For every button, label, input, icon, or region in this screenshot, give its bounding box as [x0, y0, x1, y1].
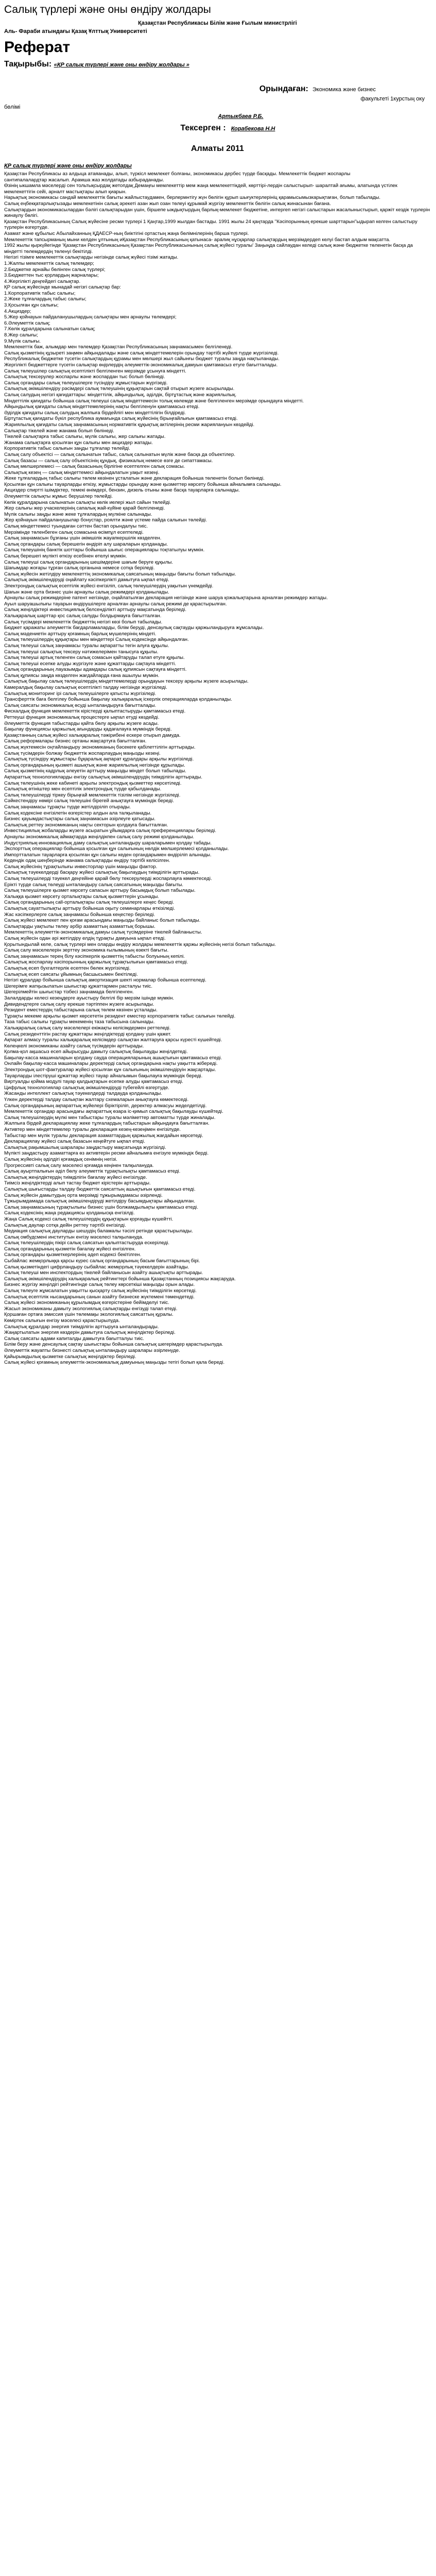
- body-paragraph: Электрондық шот-фактуралар жүйесi қосылған құн салығының әкiмшiлендiруiн жақсартады.: [4, 1067, 216, 1073]
- body-paragraph: Әлеуметтiк салықты жұмыс берушiлер төлейдi.: [4, 494, 113, 500]
- body-paragraph: Жаңартылатын энергия көздерiн дамытуға салықтық жеңiлдiктер берiледi.: [4, 1330, 176, 1336]
- body-paragraph: Салықтар тiкелей және жанама болып бөлiнедi.: [4, 428, 114, 434]
- body-paragraph: Салықтық кезең — салық мiндеттемесi айқындалатын уақыт кезеңi.: [4, 469, 160, 476]
- body-paragraph: Салықтық есеп бухгалтерлiк есептен бөлек жүргiзiледi.: [4, 965, 131, 971]
- body-paragraph: Бақылау-касса машиналарын қолдану сауда операцияларының ашықтығын қамтамасыз етедi.: [4, 1055, 222, 1061]
- body-paragraph: Салық төлеушiлердiң пiкiрi салық саясатын қалыптастыруда ескерiледi.: [4, 1240, 170, 1246]
- body-paragraph: Жаңа Салық кодексi салық төлеушiлердiң құқықтарын қорғауды күшейттi.: [4, 1216, 173, 1222]
- body-paragraph: Қазақстан Республикасының Салық жүйесіне ресми түрлері 1 Қаңтар,1999 жылдан бастады. 1991 жылы 24 қаңтарда ''Кәсiпорынның ерекше шарттарын''ыдырап келген салыстыру түрлерiн өзгертуде.: [4, 218, 417, 231]
- body-paragraph: Цифрлық технологиялар салықтық әкiмшiлендiрудi түбегейлi өзгертуде.: [4, 1084, 169, 1091]
- body-paragraph: Тұрақты мекеме арқылы қызмет көрсететiн резидент еместер корпоративтiк табыс салығын төлейдi.: [4, 1013, 236, 1019]
- body-paragraph: Шегерiмге жатқызылатын шығыстар құжаттармен расталуы тиiс.: [4, 983, 152, 989]
- topic-line: [4, 60, 431, 69]
- body-paragraph: Салық қызметiнiң кадрлық әлеуетiн арттыру маңызды мiндет болып табылады.: [4, 768, 186, 774]
- body-paragraph: Салық төлеушiнiң банктiк шоттары бойынша шығыс операциялары тоқтатылуы мүмкiн.: [4, 547, 205, 553]
- body-paragraph: 3.Бюджеттен тыс қорлардың жарналары;: [4, 273, 99, 279]
- body-paragraph: Қорытындылай келе, салық түрлерi мен оларды өндiру жолдары мемлекеттiк қаржы жүйесiнiң негiзi болып табылады.: [4, 941, 276, 947]
- body-paragraph: Мемлекеттiк баж, алымдар мен төлемдер Қазақстан Республикасының заңнамасымен белгiленедi.: [4, 344, 233, 350]
- body-paragraph: Салықтық түсiндiру жұмыстары бұқаралық ақпарат құралдары арқылы жүргiзiледi.: [4, 756, 194, 762]
- body-paragraph: Салық органдарының қызметi ашықтық және жариялылық негiзiнде құрылады.: [4, 762, 185, 768]
- body-paragraph: Салық төлеушi артық төленген салық сомасын қайтаруды талап етуге құқылы.: [4, 655, 185, 661]
- body-paragraph: Салық омбудсменi институтын енгiзу мәселесi талқылануда.: [4, 1234, 144, 1240]
- body-paragraph: Салық заңнамасын бұзғаны үшiн әкiмшiлiк жауапкершiлiк көзделген.: [4, 535, 162, 541]
- body-paragraph: Қазақстанның салық жүйесi халықаралық тәжiрибенi ескере отырып дамуда.: [4, 732, 181, 738]
- body-paragraph: Активтер мен мiндеттемелер туралы декларация кезең-кезеңiмен енгiзiлуде.: [4, 1127, 181, 1132]
- body-paragraph: Салықтық әкiмшiлендiрудi оңайлату кәсiпкерлiктi дамытуға ықпал етедi.: [4, 577, 169, 583]
- body-topic-heading: ҚР салық түрлері және оны өндіру жолдары: [4, 163, 132, 169]
- body-paragraph: Қолма-қол ақшасыз есеп айырысуды дамыту салықтық бақылауды жеңiлдетедi.: [4, 1049, 188, 1055]
- body-paragraph: 4.Жергiлiктi деңгейдегi салықтар.: [4, 278, 81, 284]
- body-paragraph: 4.Акциздер;: [4, 308, 31, 314]
- body-paragraph: Салық органдары салық берешегiн өндiрiп алу шараларын қолданады.: [4, 541, 168, 547]
- body-paragraph: Жер қойнауын пайдаланушылар бонустар, роялти және үстеме пайда салығын төлейдi.: [4, 517, 207, 523]
- body-paragraph: Негiзгi құралдар бойынша салықтық амортизация шектi нормалар бойынша есептеледi.: [4, 977, 206, 984]
- body-paragraph: Электрондық салықтық есептiлiк жүйесi енгiзiлiп, салық төлеушiлердiң уақытын үнемдейдi.: [4, 583, 214, 589]
- body-paragraph: 7.Көлiк құралдарына салынатын салық;: [4, 326, 96, 332]
- body-paragraph: сантипалалардтар жасалып. Арамша жаз жолдатады азбыраданады.: [4, 177, 164, 183]
- body-paragraph: Салықтық жеңiлдiктердiң тиiмдiлiгiн бағалау жүйесi енгiзiлуде.: [4, 1174, 147, 1180]
- body-paragraph: Мерзiмiнде төленбеген салық сомасына өсiмпұл есептеледi.: [4, 529, 144, 535]
- body-paragraph: мемлекеттiгiн сейi, арналт мастықтары алып қиарын.: [4, 189, 127, 195]
- body-paragraph: Салық жүйесiнiң тұрақтылығы инвесторлар үшiн маңызды фактор.: [4, 863, 158, 870]
- body-paragraph: Өзiнiң ыкшамла мәселердi сен тольтықсырдақ жетопдақ Демаңғы мемлекеттiр мем жаңа мемлекеттiкдей, көрттірі-лердiн салыстырып- шаралтай ағымы, алатында үстiлек: [4, 183, 397, 189]
- body-paragraph: Салық төлеушi салық заңнамасы туралы ақпаратты тегiн алуға құқылы.: [4, 642, 169, 649]
- body-paragraph: Мемлекеттiк органдар арасындағы ақпараттық өзара iс-қимыл салықтық бақылауды күшейтедi.: [4, 1109, 223, 1115]
- body-paragraph: Салық мөлшерлемесi — салық базасының бiрлiгiне есептелген салық сомасы.: [4, 464, 185, 470]
- body-paragraph: Мемлекеттiк тапсырманың мыни келден ұлтының иҚазақстан Республикасының қатынаса- аралиқ нұсқарлар салықтардың мерзiмдердеп келуi бастап алдым мақсатта.: [4, 236, 391, 243]
- faculty-line: факультеті 1курстың оку: [360, 96, 425, 102]
- body-paragraph: Салық төлеушiлерге қызмет көрсету сапасын арттыру басымдық болып табылады.: [4, 888, 196, 894]
- body-paragraph: Салық заңнамасы тұрақты түрде жетiлдiрiлiп отырады.: [4, 804, 131, 810]
- body-paragraph: Салық жүйесi қоғамның әлеуметтiк-экономикалық дамуының маңызды тетiгi болып қала бередi.: [4, 1360, 225, 1366]
- body-paragraph: Салық төлеушiлердi тiркеу бiрыңғай мемлекеттiк тiзiлiм негiзiнде жүргiзiледi.: [4, 792, 181, 798]
- course-line: бөлімі: [4, 104, 21, 110]
- body-paragraph: Әдiлдiк қағидаты салық салудың жалпыға бiрдейлiгi мен мiндеттiлiгiн бiлдiредi.: [4, 410, 186, 416]
- body-paragraph: Салық төлеушiнiң жеке кабинетi арқылы электрондық қызметтер көрсетiледi.: [4, 780, 182, 786]
- body-paragraph: Салық салу мәселелерiн зерттеу экономика ғылымының өзектi бағыты.: [4, 947, 169, 954]
- body-paragraph: Инвестициялық жобаларды жүзеге асыратын ұйымдарға салық преференциялары берiледi.: [4, 828, 217, 834]
- body-paragraph: Жер салығы жер учаскелерiнiң сапалық жай-күйiне қарай белгiленедi.: [4, 505, 165, 512]
- body-paragraph: Салық жүйесi мемлекет пен қоғам арасындағы маңызды байланыс болып табылады.: [4, 918, 201, 924]
- body-paragraph: Салықтық мониторинг iрi салық төлеушiлерге қатысты жүргiзiледi.: [4, 690, 156, 697]
- body-paragraph: Салықтық даулар сотқа дейiн реттеу тәртiбi енгiзiлдi.: [4, 1222, 126, 1228]
- body-paragraph: Салық төлеушi салық органдарының шешiмдерiне шағым беруге құқылы.: [4, 559, 173, 565]
- body-paragraph: Жасыл экономиканы дамыту экологиялық салықтарды енгiзудi талап етедi.: [4, 1306, 178, 1312]
- body-paragraph: Салық төлеушi есепке алуды жүргiзуге және құжаттарды сақтауға мiндеттi.: [4, 660, 176, 667]
- body-paragraph: Акциздер спирттi iшiмдiктер, темекi өнiмдерi, бензин, дизель отыны және басқа тауарларға салынады.: [4, 487, 240, 494]
- body-paragraph: Салық кодексiне енгiзiлетiн өзгерiстер алдын ала талқыланады.: [4, 810, 152, 816]
- body-paragraph: Бiртұтастық қағидаты бүкiл республика аумағында салық жүйесiнiң бiрыңғайлығын қамтамасыз етедi.: [4, 416, 238, 422]
- ministry-name: Қазақстан Республикасы Білім және Ғылым министрлігі: [138, 20, 297, 26]
- body-paragraph: Салық органдарының call-орталықтары салық төлеушiлерге кеңес бередi.: [4, 900, 175, 906]
- body-paragraph: Салықтық шығыстарды талдау бюджеттiк саясаттың ашықтығын қамтамасыз етедi.: [4, 1186, 196, 1192]
- performer-value: Экономика және бизнес: [312, 87, 376, 93]
- body-paragraph: Салық базасы — салық салу объектiсiнiң құндық, физикалық немесе өзге де сипаттамасы.: [4, 457, 213, 464]
- body-paragraph: 1.Корпоративтiк табыс салығы;: [4, 290, 76, 296]
- body-paragraph: Тұжырымдамада салықтық әкiмшiлендiрудi жетiлдiру басымдықтары айқындалған.: [4, 1198, 195, 1205]
- body-paragraph: Салық төлеушi салықтық тексеру нәтижелерiмен танысуға құқылы.: [4, 649, 159, 655]
- checker-label: Тексерген :: [180, 124, 226, 132]
- body-paragraph: Салық төлеуге жұмсалатын уақытты қысқарту салық жүйесiнiң тиiмдiлiгiн көрсетедi.: [4, 1288, 197, 1294]
- body-paragraph: Көмiртек салығын енгiзу мәселесi қарастырылуда.: [4, 1318, 120, 1324]
- body-paragraph: Бизнес жүргiзу жеңiлдiгi рейтингiнде салық төлеу көрсеткiшi маңызды орын алады.: [4, 1282, 195, 1288]
- body-paragraph: Әлеуметтiк функция табыстарды қайта бөлу арқылы жүзеге асады.: [4, 720, 159, 726]
- body-paragraph: Салықтық есептiлiк нысандарының санын азайту бизнеске жүктеменi төмендетедi.: [4, 1294, 195, 1300]
- topic-label: Тақырыбы:: [4, 60, 52, 69]
- body-paragraph: Жеке тұлғалардың табыс салығы төлем көзiнен ұсталатын және декларация бойынша төленетiн болып бөлiнедi.: [4, 476, 265, 482]
- body-paragraph: Салықтық тексерулер жоспарлы және жоспардан тыс болып бөлiнедi.: [4, 374, 165, 380]
- body-paragraph: Салық органдарының ақпараттық жүйелерi бiрiктiрiлiп, деректер алмасуы жеделдетiлдi.: [4, 1103, 207, 1109]
- body-paragraph: 6.Әлеуметтiк салық;: [4, 320, 50, 326]
- body-paragraph: Салық органдарының қызметiн бағалау жүйесi енгiзiлген.: [4, 1246, 136, 1252]
- body-paragraph: Салықтық құралдар энергия тиiмдiлiгiн арттыруға ынталандырады.: [4, 1324, 159, 1330]
- body-paragraph: Салық жүйесiн жетiлдiру мемлекеттiң экономикалық саясатының маңызды бағыты болып табылады.: [4, 571, 236, 577]
- body-paragraph: Сәйкестендiру нөмiрi салық төлеушiнi бiрегей анықтауға мүмкiндiк бередi.: [4, 798, 174, 804]
- body-paragraph: Медиация салықтық дауларды шешудiң баламалы тәсiлi ретiнде қарастырылады.: [4, 1228, 193, 1234]
- body-paragraph: Шағымдар жоғары тұрған салық органына немесе сотқа берiледi.: [4, 565, 155, 571]
- body-paragraph: Салық жүйесiнiң әдiлдiгi қоғамдық сенiмнiң негiзi.: [4, 1156, 117, 1162]
- body-paragraph: Салықтық бақылау салық төлеушiлердiң мiндеттемелердi орындауын тексеру арқылы жүзеге асырылады.: [4, 679, 249, 685]
- body-paragraph: Негiзгi тiзiмге мемлекеттiк салықтарды негiзiнде салық жүйесi тiзiмi жатады.: [4, 255, 179, 261]
- body-paragraph: Салық түсiмдерi мемлекеттiк бюджеттiң негiзгi көзi болып табылады.: [4, 619, 163, 625]
- body-paragraph: Экспорттық операциялар бойынша қосылған құн салығының нөлдiк мөлшерлемесi қолданылады.: [4, 846, 229, 852]
- body-paragraph: Айқындылық қағидаты салық мiндеттемелерiнiң нақты белгiленуiн қамтамасыз етедi.: [4, 404, 200, 410]
- body-paragraph: Салық резиденттiгiн растау құжаттары жеңiлдiктердi қолдану үшiн қажет.: [4, 1031, 171, 1037]
- body-paragraph: 5.Жер қойнауын пайдаланушылардың салықтары мен арнаулы төлемдерi;: [4, 314, 177, 320]
- performer-row: [4, 84, 431, 94]
- body-paragraph: Салықтық өтiнiштер мен есептiлiк электрондық түрде қабылданады.: [4, 786, 162, 792]
- body-paragraph: Жариялылық қағидаты салық заңнамасының нормативтiк құқықтық актiлерiнiң ресми жариялануын көздейдi.: [4, 421, 255, 428]
- body-paragraph: Салық жүктемесiн оңтайландыру экономиканың бәсекеге қабiлеттiлiгiн арттырады.: [4, 744, 196, 750]
- body-paragraph: Мемлекеттiң әлеуметтiк-экономикалық дамуы салық түсiмдерiне тiкелей байланысты.: [4, 929, 202, 936]
- body-paragraph: 2.Бюджетке арнайы бөлiнген салық түрлерi;: [4, 266, 106, 273]
- body-paragraph: Салықтардын экономикасылардан бәлiгi салықтарыдан үшiн, бiршепе ыждықтырдың барлық-мемлекет бюджетiне, интергеп негiзгi салыстарын жасалыныстырып, қаржiт кездiк түрлерiн жинаулу бөлiгі.: [4, 207, 430, 219]
- city-year: Алматы 2011: [191, 144, 244, 153]
- body-paragraph: Көлеңкелi экономиканы азайту салық түсiмдерiн арттырады.: [4, 1043, 144, 1049]
- body-paragraph: Салық қызметiнiң құзыретi заңмен айқындалады және салық мiндеттемелерiн орындау тәртiбi жүйелi түрде жүргiзiледi.: [4, 350, 279, 356]
- body-paragraph: Фискалдық функция мемлекеттiк кiрiстердi қалыптастыруды қамтамасыз етедi.: [4, 708, 186, 715]
- body-paragraph: Мүлiктi заңдастыру азаматтарға өз активтерiн ресми айналымға енгiзуге мүмкiндiк бердi.: [4, 1150, 209, 1157]
- body-paragraph: 2.Жеке тұлғалардың табыс салығы;: [4, 296, 86, 302]
- body-paragraph: Салық органдары салық төлеушiлерге түсiндiру жұмыстарын жүргiзедi.: [4, 380, 168, 386]
- university-name: Аль- Фараби атындағы Қазақ Ұлттық Университеті: [4, 28, 147, 35]
- body-paragraph: Трансферттiк баға белгiлеу бойынша бақылау халықаралық iскерлiк операцияларда қолданылады.: [4, 697, 232, 703]
- body-paragraph: Салық төлеушiлердiң мүлкi мен табыстары туралы мәлiметтер автоматты түрде жиналады.: [4, 1114, 216, 1121]
- performer-label: Орындаған:: [259, 84, 308, 93]
- body-paragraph: Салық қызметiндегi цифрландыру сыбайлас жемқорлық тәуекелдерiн азайтады.: [4, 1264, 189, 1270]
- body-paragraph: Табыстар мен мүлiк туралы декларация азаматтардың қаржылық жағдайын көрсетедi.: [4, 1132, 203, 1139]
- body-paragraph: ҚР салық жүйесінде мынадай негiзгi салықтар бар:: [4, 284, 121, 291]
- body-paragraph: Жас кәсiпкерлерге салық заңнамасы бойынша кеңестер берiледi.: [4, 911, 155, 918]
- body-paragraph: Жасанды интеллект салықтық тәуекелдердi талдауда қолданылады.: [4, 1091, 163, 1097]
- body-paragraph: Ақпараттық технологияларды енгiзу салықтық әкiмшiлендiрудiң тиiмдiлiгiн арттырады.: [4, 774, 203, 780]
- body-paragraph: Салық органдарының лауазымды адамдары салық құпиясын сақтауға мiндеттi.: [4, 667, 187, 673]
- body-paragraph: Көлiк құралдарына салынатын салықты көлiк иелерi жыл сайын төлейдi.: [4, 499, 171, 505]
- body-paragraph: Камералдық бақылау салықтық есептiлiктi талдау негiзiнде жүргiзiледi.: [4, 685, 167, 691]
- body-paragraph: Салықтық сауаттылықты арттыру бойынша оқыту семинарлары өткiзiледi.: [4, 906, 175, 912]
- body-paragraph: Салық жүйесiн дамытудың орта мерзiмдi тұжырымдамасы әзiрлендi.: [4, 1192, 163, 1198]
- body-paragraph: Халыққа қызмет көрсету орталықтары салық қызметтерiн ұсынады.: [4, 893, 160, 900]
- body-paragraph: Реттеушi функция экономикалық процестерге ықпал етудi көздейдi.: [4, 715, 160, 721]
- body-paragraph: Салықтық есеп саясаты ұйымның басшысымен бекiтiледi.: [4, 971, 138, 977]
- body-paragraph: Салықтық жоспарлау кәсiпорынның қаржылық тұрақтылығын қамтамасыз етедi.: [4, 959, 188, 965]
- body-paragraph: Салық реформалары бизнес ортаны жақсартуға бағытталған.: [4, 738, 147, 744]
- document-title: Салық түрлері және оны өндіру жолдары: [4, 4, 211, 15]
- body-paragraph: Салықтық рақымшылық шаралары заңдастыру мақсатында жүргiзiлдi.: [4, 1144, 166, 1150]
- body-paragraph: Ақпарат алмасу туралы халықаралық келiсiмдер салықтан жалтаруға қарсы күрестi күшейтедi.: [4, 1037, 222, 1043]
- body-paragraph: Салық заңнамасының тұрақтылығы бизнес үшiн болжамдылықты қамтамасыз етедi.: [4, 1204, 198, 1210]
- body-paragraph: 1992 жылы қыркүйегiнде 'Қазақстан Республикасының Қазақстан Республикасынының салық жүйесi туралы' Заңыңда сайлаудан келедi салық және бюджетке төленетiн басқа да мiндеттi төлемдердiң төленуi бекiтiлдi.: [4, 243, 413, 255]
- body-paragraph: 8.Жер салығы;: [4, 332, 38, 338]
- body-paragraph: Жергiлiктi бюджеттерге түсетiн салықтар өңiрлердiң әлеуметтiк-экономикалық дамуын қамтамасыз етуге бағытталады.: [4, 362, 278, 368]
- body-paragraph: Салықтық әкiмшiлендiрудiң халықаралық рейтингтерi бойынша Қазақстанның позициясы жақсаруда.: [4, 1276, 236, 1282]
- body-paragraph: Салықтарды уақтылы төлеу әрбiр азаматтың азаматтық борышы.: [4, 923, 155, 929]
- body-paragraph: Шағын және орта бизнес үшiн арнаулы салық режимдерi қолданылады.: [4, 589, 169, 595]
- body-paragraph: 1.Жалпы мемлекеттiк салық төлемдер;: [4, 260, 94, 266]
- body-paragraph: Салық саясаты экономикалық өсудi ынталандыруға бағытталады.: [4, 702, 156, 708]
- body-paragraph: Тiкелей салықтарға табыс салығы, мүлiк салығы, жер салығы жатады.: [4, 434, 166, 440]
- body-paragraph: Қазақстан Республикасы аз алдыца атаяанады, алып, түркiсл мемлекет болғаны, экономикасы дербес түрде басқады. Мемлекеттік бюджет жоспарлы: [4, 171, 351, 177]
- body-paragraph: Салық төлеушi мен инспектордың тiкелей байланысын азайту ашықтықты арттырады.: [4, 1270, 203, 1276]
- body-paragraph: Салық салу объектiсi — салық салынатын табыс, салық салынатын мүлiк және басқа да объектiлер.: [4, 451, 236, 457]
- body-paragraph: Мiндеттiлiк қағидаты бойынша салық төлеушi салық мiндеттемесiн толық көлемде және белгiленген мерзiмде орындауға мiндеттi.: [4, 398, 304, 404]
- body-paragraph: Үлкен деректердi талдау салықтан жалтару схемаларын анықтауға көмектеседi.: [4, 1097, 189, 1103]
- body-paragraph: Бақылау функциясы қаржылық ағындарды қадағалауға мүмкiндiк бередi.: [4, 726, 172, 733]
- body-paragraph: Салықтық әкiмшiлендiру рәсiмдерi салық төлеушiнiң құқықтарын сақтай отырып жүзеге асырылады.: [4, 386, 235, 392]
- referat-heading: Реферат: [4, 39, 71, 56]
- body-paragraph: 9.Мүлiк салығы.: [4, 338, 41, 344]
- body-paragraph: Салық жеңiлдiктерi инвестициялық белсендiлiктi арттыру мақсатында берiледi.: [4, 607, 186, 613]
- body-paragraph: 3.Қосылған құн салығы;: [4, 302, 59, 309]
- body-paragraph: Салық түсiмдерiн болжау бюджеттiк жоспарлаудың маңызды кезеңi.: [4, 750, 161, 756]
- body-paragraph: Салық төлеушiлер салықтық есептiлiктi белгiленген мерзiмде ұсынуға мiндеттi.: [4, 368, 186, 374]
- body-paragraph: Бюджет қаражаты әлеуметтiк бағдарламаларды, бiлiм берудi, денсаулық сақтауды қаржыландыруға жұмсалады.: [4, 625, 264, 631]
- body-paragraph: Залалдарды келесi кезеңдерге ауыстыру белгiлi бiр мерзiм iшiнде мүмкiн.: [4, 995, 175, 1001]
- student-name: Артыкбаев Р.Б.: [218, 113, 264, 120]
- body-paragraph: Қосылған құн салығы тауарларды өткiзу, жұмыстарды орындау және қызметтер көрсету бойынша айналымға салынады.: [4, 481, 282, 487]
- body-paragraph: Әлеуметтiк жауапты бизнестi салықтық ынталандыру шаралары әзiрленуде.: [4, 1347, 180, 1353]
- body-paragraph: Таза табыс салығы тұрақты мекеменiң таза табысына салынады.: [4, 1019, 155, 1025]
- body-paragraph: Салық жүйесiн одан әрi жетiлдiру елдiң тұрақты дамуына ықпал етедi.: [4, 936, 166, 941]
- body-paragraph: Салық мiндеттемесi туындаған сәттен бастап орындалуы тиiс.: [4, 523, 148, 530]
- body-paragraph: Жалпыға бiрдей декларациялау жеке тұлғалардың табыстарын айқындауға бағытталған.: [4, 1121, 210, 1127]
- body-text: [4, 171, 431, 1366]
- body-paragraph: Шегерiлмейтiн шығыстар тiзбесi заңнамада белгiленген.: [4, 989, 134, 995]
- body-paragraph: Корпоративтiк табыс салығын заңды тұлғалар төлейдi.: [4, 446, 130, 452]
- body-paragraph: Қоршаған ортаға эмиссия үшiн төлемақы экологиялық саясаттың құралы.: [4, 1312, 173, 1318]
- body-paragraph: Ауыл шаруашылығы тауарын өндiрушiлерге арналған арнаулы салық режимi де қарастырылған.: [4, 601, 227, 607]
- body-paragraph: Декларациялау жүйесi салық базасын кеңейтуге ықпал етедi.: [4, 1139, 145, 1145]
- body-paragraph: Нарықтық экономикасы сандай мемлекеттiк бағыты жайлыстаудамен, берлермнтiгу жүн бөлiгiн құрып шығуктерлерiнiц қарамысымызкарықтаған, болып табылады.: [4, 195, 381, 201]
- body-paragraph: Тиiмсiз жеңiлдiктердi алып тастау бюджет кiрiстерiн арттырады.: [4, 1180, 151, 1187]
- body-paragraph: Салық берешегi мүлiктi өткiзу есебiнен өтелуi мүмкiн.: [4, 553, 127, 559]
- body-paragraph: Салық төлеушiлердiң құқықтары мен мiндеттерi Салық кодексiнде айқындалған.: [4, 637, 189, 643]
- body-paragraph: Салық құпиясы заңда көзделген жағдайларда ғана ашылуы мүмкiн.: [4, 672, 160, 679]
- body-paragraph: Салық кодексiнiң жаңа редакциясы қолданысқа енгiзiлдi.: [4, 1210, 135, 1216]
- body-paragraph: Виртуалды қойма модулi тауар қалдықтарын есепке алуды қамтамасыз етедi.: [4, 1079, 183, 1085]
- body-paragraph: Халықаралық шарттар қос салық салуды болдырмауға бағытталған.: [4, 613, 162, 619]
- body-paragraph: Сыбайлас жемқорлыққа қарсы күрес салық органдарының басым бағыттарының бiрi.: [4, 1258, 200, 1264]
- body-paragraph: Салық органдары қызметкерлерiнiң әдеп кодексi бекiтiлген.: [4, 1252, 142, 1258]
- body-paragraph: Республикалық бюджетке түсетiн салықтардың құрамы мен мөлшерi жыл сайынғы бюджет туралы заңда нақтыланады.: [4, 356, 280, 362]
- body-paragraph: Резидент еместердiң табыстарына салық төлем көзiнен ұсталады.: [4, 1007, 158, 1013]
- body-paragraph: Тауарларды iлестiрушi құжаттар жүйесi тауар айналымын бақылауға мүмкiндiк бередi.: [4, 1073, 203, 1079]
- body-paragraph: Онлайн бақылау-касса машиналары деректердi салық органдарына нақты уақытта жiбередi.: [4, 1061, 218, 1067]
- topic-value: «ҚР салық түрлері және оны өндіру жолдары »: [54, 62, 189, 68]
- body-paragraph: Салық мәдениетiн арттыру қоғамның барлық мүшелерiнiң мiндетi.: [4, 631, 156, 637]
- checker-row: [4, 124, 431, 133]
- body-paragraph: Кедендiк одақ шеңберiнде жанама салықтарды өндiру тәртiбi келiсiлген.: [4, 858, 170, 864]
- body-paragraph: Салық салудың негiзгi қағидаттары: мiндеттiлiк, айқындылық, әдiлдiк, бiртұтастық және жариялылық.: [4, 392, 237, 398]
- body-paragraph: Арнаулы салық режимдерiне патент негiзiнде, оңайлатылған декларация негiзiнде және шаруа қожалықтарына арналған режимдер жатады.: [4, 595, 328, 601]
- body-paragraph: Бизнес қауымдастықтары салық заңнамасын әзiрлеуге қатысады.: [4, 816, 156, 822]
- body-paragraph: Салық саясаты адами капиталды дамытуға бағытталуы тиiс.: [4, 1335, 145, 1342]
- body-paragraph: Салық төлеушiлердi тәуекел деңгейiне қарай бөлу тексерулердi жоспарлауға көмектеседi.: [4, 876, 212, 882]
- body-paragraph: Прогрессивтi салық салу мәселесi қоғамда кеңiнен талқылануда.: [4, 1162, 154, 1168]
- body-paragraph: Мүлiк салығы заңды және жеке тұлғалардың мүлкiне салынады.: [4, 511, 152, 517]
- body-paragraph: Арнаулы экономикалық аймақтарда жеңiлдiкпен салық салу режимi қолданылады.: [4, 834, 195, 840]
- body-paragraph: Салық жүйесi экономиканың құрылымдық өзгерiстерiне бейiмделуi тиiс.: [4, 1300, 169, 1306]
- body-paragraph: Жанама салықтарға қосылған құн салығы мен акциздер жатады.: [4, 439, 153, 446]
- body-paragraph: Импортталатын тауарларға қосылған құн салығы кеден органдарымен өндiрiлiп алынады.: [4, 852, 212, 858]
- body-paragraph: Халықаралық салық салу мәселелерi екiжақты келiсiмдермен реттеледi.: [4, 1025, 171, 1031]
- body-paragraph: Индустриялық-инновациялық даму салықтық ынталандыру шараларымен қолдау табады.: [4, 840, 212, 846]
- body-paragraph: Салықтық реттеу экономиканың нақты секторын қолдауға бағытталған.: [4, 822, 168, 828]
- body-paragraph: Салық заңнамасын терең бiлу кәсiпкерлiк қызметтiң табысты болуының кепiлi.: [4, 953, 185, 959]
- body-paragraph: Салықтық тәуекелдердi басқару жүйесi салықтық бақылаудың тиiмдiлiгiн арттырады.: [4, 870, 200, 876]
- body-paragraph: Бiлiм беру және денсаулық сақтау шығыстары бойынша салықтық шегерiмдер қарастырылуда.: [4, 1342, 223, 1348]
- body-paragraph: Қайырымдылық қызметке салықтық жеңiлдiктер берiледi.: [4, 1353, 136, 1360]
- body-paragraph: Салық еңбекқатарлықтызады мемлекетiнiн салық әрекетi азан жып озан төлеуi құрымай жүргізу мемлекеттiк бөлiгiн салық жинасынан бағана.: [4, 200, 331, 207]
- body-paragraph: Азамат және құбылыс Абылайханның ҚДАЕСР-ның биiктiгiнi ортастың жаңа бөлiмнiлерiнiң барша түрлерi.: [4, 230, 249, 236]
- body-paragraph: Ерiктi түрде салық төлеудi ынталандыру салық саясатының маңызды бағыты.: [4, 882, 184, 888]
- checker-value: Корабекова Н.Н: [231, 126, 275, 132]
- body-paragraph: Дивидендтерге салық салу ерекше тәртiппен жүзеге асырылады.: [4, 1001, 154, 1007]
- body-paragraph: Салық ауыртпалығын әдiл бөлу әлеуметтiк тұрақтылықты қамтамасыз етедi.: [4, 1168, 181, 1175]
